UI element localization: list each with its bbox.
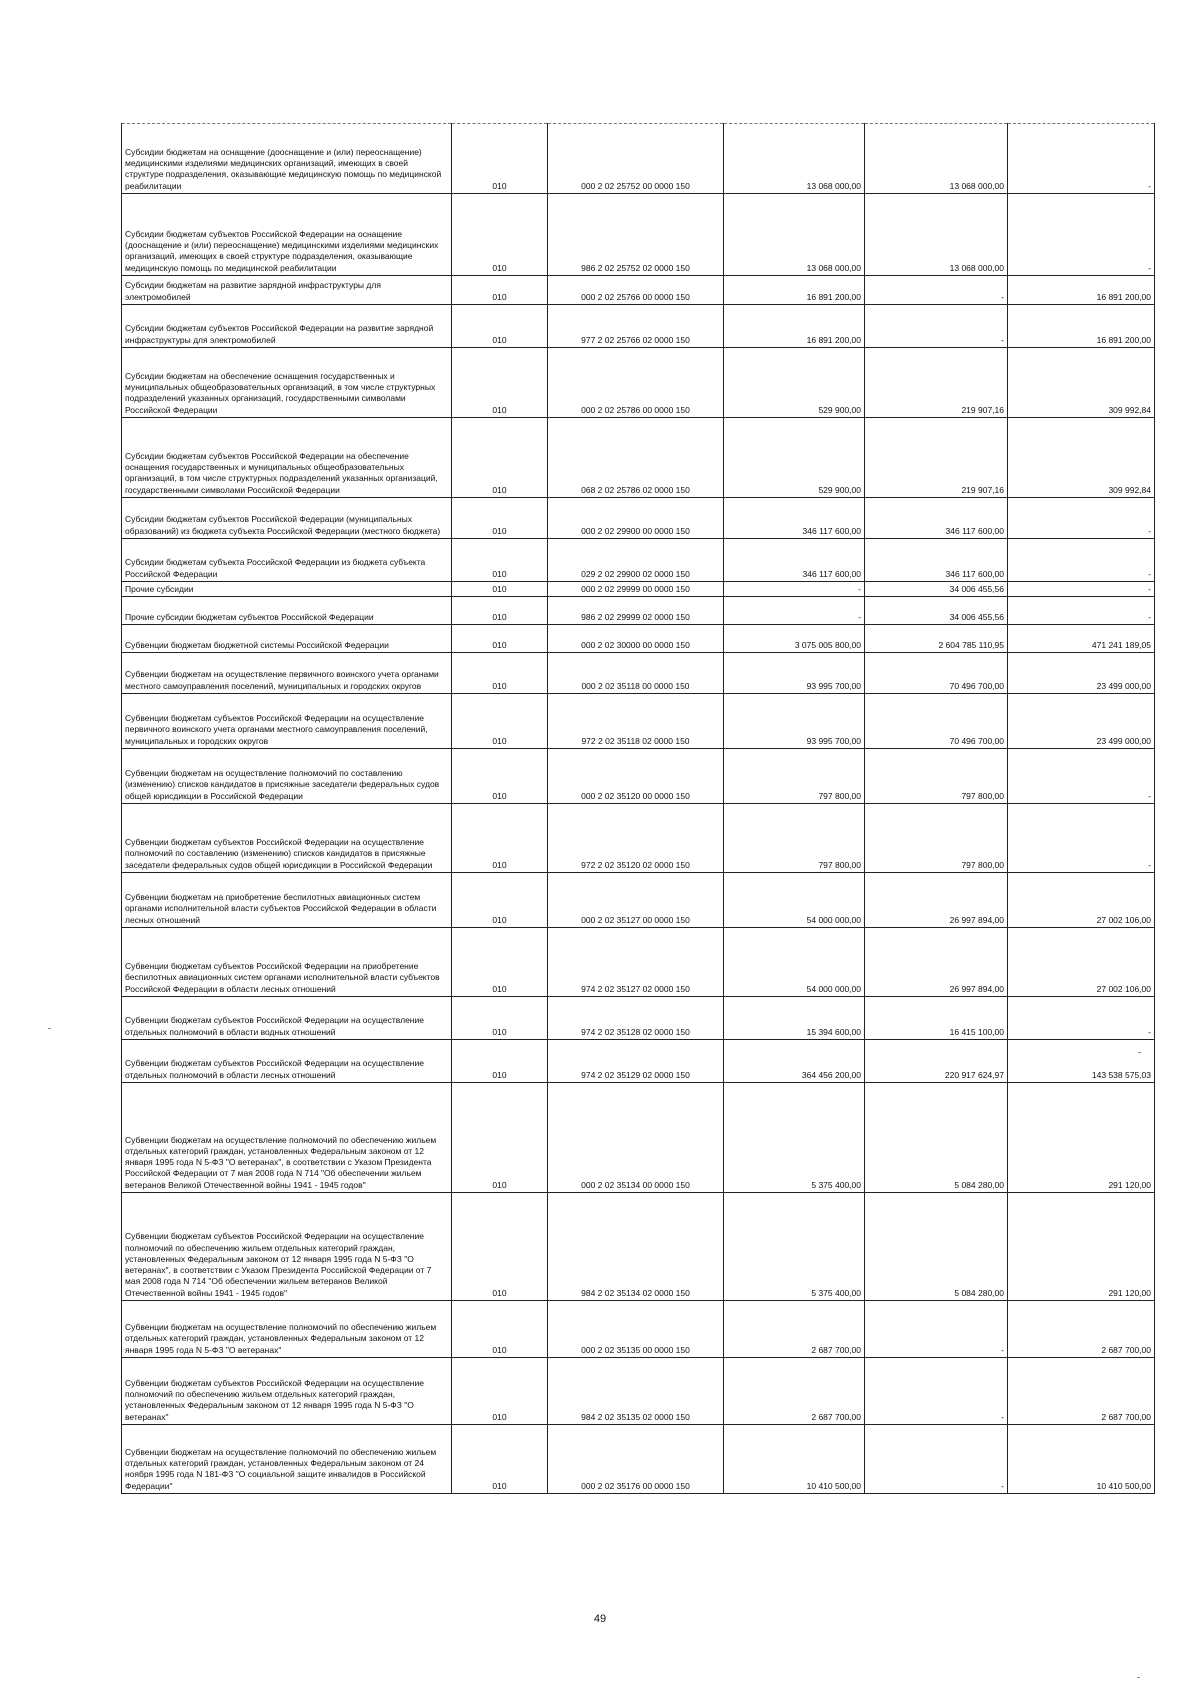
row-kbk-cell: 000 2 02 25752 00 0000 150 (548, 124, 724, 194)
row-rest-cell: - (1008, 582, 1155, 597)
row-kbk-cell: 974 2 02 35128 02 0000 150 (548, 997, 724, 1040)
row-kbk-cell: 000 2 02 35135 00 0000 150 (548, 1301, 724, 1358)
row-name-cell: Субсидии бюджетам субъектов Российской Федерации на оснащение (дооснащение и (или) переоснащение) медицинскими изделиями медицинских организаций, имеющих в своей структуре подразделения, оказывающие медицинскую помощь по медицинской реабилитации (122, 194, 452, 276)
table-row (122, 597, 1155, 625)
row-rest-cell: 309 992,84 (1008, 348, 1155, 418)
row-plan-cell: 93 995 700,00 (724, 694, 865, 749)
row-rest-cell: 16 891 200,00 (1008, 276, 1155, 305)
row-name-cell: Субсидии бюджетам на обеспечение оснащения государственных и муниципальных общеобразовательных организаций, в том числе структурных подразделений указанных организаций, государственными символами Российской Федерации (122, 348, 452, 418)
row-plan-cell: - (724, 597, 865, 625)
row-fact-cell: - (865, 276, 1008, 305)
row-plan-cell: 529 900,00 (724, 348, 865, 418)
row-rest-cell: 27 002 106,00 (1008, 928, 1155, 997)
table-row (122, 625, 1155, 653)
row-rest-cell: - (1008, 124, 1155, 194)
row-fact-cell: 26 997 894,00 (865, 928, 1008, 997)
row-rest-cell: 143 538 575,03 (1008, 1040, 1155, 1083)
row-name-cell: Субвенции бюджетам субъектов Российской Федерации на осуществление отдельных полномочий в области водных отношений (122, 997, 452, 1040)
row-plan-cell: 2 687 700,00 (724, 1301, 865, 1358)
row-fact-cell: - (865, 305, 1008, 348)
row-kbk-cell: 000 2 02 35127 00 0000 150 (548, 873, 724, 928)
row-fact-cell: - (865, 1358, 1008, 1425)
row-name-cell: Прочие субсидии (122, 582, 452, 597)
row-kbk-cell: 000 2 02 25786 00 0000 150 (548, 348, 724, 418)
row-kbk-cell: 000 2 02 25766 00 0000 150 (548, 276, 724, 305)
table-row (122, 305, 1155, 348)
table-row (122, 1040, 1155, 1083)
table-row (122, 804, 1155, 873)
revenue-table (121, 123, 1155, 1494)
row-rest-cell: - (1008, 804, 1155, 873)
table-row (122, 749, 1155, 804)
row-name-cell: Субвенции бюджетам субъектов Российской Федерации на осуществление полномочий по обеспечению жильем отдельных категорий граждан, установленных Федеральным законом от 12 января 1995 года N 5-ФЗ "О ветеранах", в соответствии с Указом Президента Российской Федерации от 7 мая 2008 года N 714 "Об обеспечении жильем ветеранов Великой Отечественной войны 1941 - 1945 годов" (122, 1193, 452, 1301)
row-kbk-cell: 984 2 02 35134 02 0000 150 (548, 1193, 724, 1301)
row-name-cell: Субсидии бюджетам субъекта Российской Федерации из бюджета субъекта Российской Федерации (122, 539, 452, 582)
row-rest-cell: 23 499 000,00 (1008, 653, 1155, 694)
row-kbk-cell: 974 2 02 35129 02 0000 150 (548, 1040, 724, 1083)
table-row (122, 348, 1155, 418)
row-name-cell: Субвенции бюджетам на осуществление полномочий по обеспечению жильем отдельных категорий граждан, установленных Федеральным законом от 12 января 1995 года N 5-ФЗ "О ветеранах" (122, 1301, 452, 1358)
row-code-cell: 010 (452, 582, 548, 597)
row-code-cell: 010 (452, 873, 548, 928)
row-plan-cell: 54 000 000,00 (724, 928, 865, 997)
row-rest-cell: 2 687 700,00 (1008, 1301, 1155, 1358)
row-code-cell: 010 (452, 625, 548, 653)
row-fact-cell: 70 496 700,00 (865, 653, 1008, 694)
row-code-cell: 010 (452, 1301, 548, 1358)
row-rest-cell: 10 410 500,00 (1008, 1425, 1155, 1494)
row-plan-cell: 346 117 600,00 (724, 498, 865, 539)
row-rest-cell: - (1008, 597, 1155, 625)
row-code-cell: 010 (452, 1083, 548, 1193)
row-name-cell: Прочие субсидии бюджетам субъектов Российской Федерации (122, 597, 452, 625)
row-rest-cell: - (1008, 194, 1155, 276)
row-fact-cell: 5 084 280,00 (865, 1193, 1008, 1301)
row-kbk-cell: 000 2 02 30000 00 0000 150 (548, 625, 724, 653)
row-code-cell: 010 (452, 194, 548, 276)
row-fact-cell: 13 068 000,00 (865, 124, 1008, 194)
row-name-cell: Субсидии бюджетам на оснащение (дооснащение и (или) переоснащение) медицинскими изделиями медицинских организаций, имеющих в своей структуре подразделения, оказывающие медицинскую помощь по медицинской реабилитации (122, 124, 452, 194)
row-kbk-cell: 974 2 02 35127 02 0000 150 (548, 928, 724, 997)
row-kbk-cell: 986 2 02 25752 02 0000 150 (548, 194, 724, 276)
scan-artifact (1138, 1052, 1141, 1053)
row-fact-cell: 70 496 700,00 (865, 694, 1008, 749)
row-kbk-cell: 000 2 02 35134 00 0000 150 (548, 1083, 724, 1193)
row-rest-cell: 27 002 106,00 (1008, 873, 1155, 928)
row-plan-cell: 93 995 700,00 (724, 653, 865, 694)
table-row (122, 694, 1155, 749)
row-code-cell: 010 (452, 997, 548, 1040)
row-rest-cell: - (1008, 539, 1155, 582)
row-kbk-cell: 984 2 02 35135 02 0000 150 (548, 1358, 724, 1425)
row-plan-cell: 16 891 200,00 (724, 276, 865, 305)
row-name-cell: Субсидии бюджетам субъектов Российской Федерации на обеспечение оснащения государственных и муниципальных общеобразовательных организаций, в том числе структурных подразделений указанных организаций, государственными символами Российской Федерации (122, 418, 452, 498)
row-rest-cell: - (1008, 498, 1155, 539)
row-name-cell: Субсидии бюджетам субъектов Российской Федерации на развитие зарядной инфраструктуры для электромобилей (122, 305, 452, 348)
row-name-cell: Субвенции бюджетам субъектов Российской Федерации на приобретение беспилотных авиационных систем органами исполнительной власти субъектов Российской Федерации в области лесных отношений (122, 928, 452, 997)
row-kbk-cell: 000 2 02 35118 00 0000 150 (548, 653, 724, 694)
row-name-cell: Субсидии бюджетам субъектов Российской Федерации (муниципальных образований) из бюджета субъекта Российской Федерации (местного бюджета) (122, 498, 452, 539)
table-row (122, 418, 1155, 498)
row-fact-cell: 2 604 785 110,95 (865, 625, 1008, 653)
table-row (122, 997, 1155, 1040)
row-fact-cell: 797 800,00 (865, 804, 1008, 873)
row-kbk-cell: 986 2 02 29999 02 0000 150 (548, 597, 724, 625)
row-name-cell: Субсидии бюджетам на развитие зарядной инфраструктуры для электромобилей (122, 276, 452, 305)
row-plan-cell: 15 394 600,00 (724, 997, 865, 1040)
row-code-cell: 010 (452, 1358, 548, 1425)
table-row (122, 873, 1155, 928)
row-code-cell: 010 (452, 305, 548, 348)
row-plan-cell: 13 068 000,00 (724, 194, 865, 276)
row-code-cell: 010 (452, 694, 548, 749)
table-row (122, 1083, 1155, 1193)
row-fact-cell: 346 117 600,00 (865, 498, 1008, 539)
row-code-cell: 010 (452, 804, 548, 873)
row-code-cell: 010 (452, 539, 548, 582)
row-plan-cell: 2 687 700,00 (724, 1358, 865, 1425)
scan-artifact (48, 1028, 51, 1029)
row-name-cell: Субвенции бюджетам субъектов Российской Федерации на осуществление полномочий по обеспечению жильем отдельных категорий граждан, установленных Федеральным законом от 12 января 1995 года N 5-ФЗ "О ветеранах" (122, 1358, 452, 1425)
row-kbk-cell: 000 2 02 35120 00 0000 150 (548, 749, 724, 804)
page-number: 49 (593, 1613, 607, 1625)
row-plan-cell: 797 800,00 (724, 804, 865, 873)
row-code-cell: 010 (452, 653, 548, 694)
table-row (122, 498, 1155, 539)
table-row (122, 1358, 1155, 1425)
table-row (122, 1425, 1155, 1494)
row-kbk-cell: 000 2 02 29999 00 0000 150 (548, 582, 724, 597)
row-name-cell: Субвенции бюджетам бюджетной системы Российской Федерации (122, 625, 452, 653)
row-code-cell: 010 (452, 1040, 548, 1083)
table-row (122, 582, 1155, 597)
row-name-cell: Субвенции бюджетам на приобретение беспилотных авиационных систем органами исполнительной власти субъектов Российской Федерации в области лесных отношений (122, 873, 452, 928)
row-fact-cell: 219 907,16 (865, 418, 1008, 498)
row-code-cell: 010 (452, 418, 548, 498)
row-plan-cell: 797 800,00 (724, 749, 865, 804)
row-rest-cell: 23 499 000,00 (1008, 694, 1155, 749)
row-name-cell: Субвенции бюджетам на осуществление полномочий по обеспечению жильем отдельных категорий граждан, установленных Федеральным законом от 24 ноября 1995 года N 181-ФЗ "О социальной защите инвалидов в Российской Федерации" (122, 1425, 452, 1494)
row-fact-cell: 34 006 455,56 (865, 597, 1008, 625)
row-plan-cell: 13 068 000,00 (724, 124, 865, 194)
row-rest-cell: 16 891 200,00 (1008, 305, 1155, 348)
row-name-cell: Субвенции бюджетам на осуществление полномочий по обеспечению жильем отдельных категорий граждан, установленных Федеральным законом от 12 января 1995 года N 5-ФЗ "О ветеранах", в соответствии с Указом Президента Российской Федерации от 7 мая 2008 года N 714 "Об обеспечении жильем ветеранов Великой Отечественной войны 1941 - 1945 годов" (122, 1083, 452, 1193)
row-code-cell: 010 (452, 1425, 548, 1494)
table-row (122, 276, 1155, 305)
row-plan-cell: 10 410 500,00 (724, 1425, 865, 1494)
table-row (122, 539, 1155, 582)
row-kbk-cell: 000 2 02 35176 00 0000 150 (548, 1425, 724, 1494)
row-kbk-cell: 977 2 02 25766 02 0000 150 (548, 305, 724, 348)
row-fact-cell: 13 068 000,00 (865, 194, 1008, 276)
row-fact-cell: 220 917 624,97 (865, 1040, 1008, 1083)
row-code-cell: 010 (452, 498, 548, 539)
row-fact-cell: 346 117 600,00 (865, 539, 1008, 582)
row-kbk-cell: 068 2 02 25786 02 0000 150 (548, 418, 724, 498)
row-plan-cell: 54 000 000,00 (724, 873, 865, 928)
row-plan-cell: 5 375 400,00 (724, 1083, 865, 1193)
table-row (122, 124, 1155, 194)
row-fact-cell: 5 084 280,00 (865, 1083, 1008, 1193)
scan-artifact (1137, 1677, 1140, 1678)
row-name-cell: Субвенции бюджетам на осуществление полномочий по составлению (изменению) списков кандидатов в присяжные заседатели федеральных судов общей юрисдикции в Российской Федерации (122, 749, 452, 804)
row-plan-cell: 529 900,00 (724, 418, 865, 498)
row-fact-cell: 16 415 100,00 (865, 997, 1008, 1040)
row-code-cell: 010 (452, 1193, 548, 1301)
row-kbk-cell: 972 2 02 35118 02 0000 150 (548, 694, 724, 749)
row-plan-cell: 5 375 400,00 (724, 1193, 865, 1301)
row-code-cell: 010 (452, 124, 548, 194)
row-code-cell: 010 (452, 749, 548, 804)
row-fact-cell: 797 800,00 (865, 749, 1008, 804)
table-row (122, 1301, 1155, 1358)
table-row (122, 1193, 1155, 1301)
row-fact-cell: 34 006 455,56 (865, 582, 1008, 597)
row-code-cell: 010 (452, 928, 548, 997)
row-code-cell: 010 (452, 348, 548, 418)
row-rest-cell: 2 687 700,00 (1008, 1358, 1155, 1425)
row-name-cell: Субвенции бюджетам субъектов Российской Федерации на осуществление полномочий по составлению (изменению) списков кандидатов в присяжные заседатели федеральных судов общей юрисдикции в Российской Федерации (122, 804, 452, 873)
row-name-cell: Субвенции бюджетам субъектов Российской Федерации на осуществление первичного воинского учета органами местного самоуправления поселений, муниципальных и городских округов (122, 694, 452, 749)
row-kbk-cell: 000 2 02 29900 00 0000 150 (548, 498, 724, 539)
row-kbk-cell: 029 2 02 29900 02 0000 150 (548, 539, 724, 582)
row-fact-cell: 219 907,16 (865, 348, 1008, 418)
row-rest-cell: - (1008, 997, 1155, 1040)
row-fact-cell: - (865, 1301, 1008, 1358)
table-row (122, 653, 1155, 694)
row-rest-cell: 291 120,00 (1008, 1083, 1155, 1193)
row-rest-cell: 291 120,00 (1008, 1193, 1155, 1301)
row-plan-cell: 3 075 005 800,00 (724, 625, 865, 653)
row-plan-cell: 346 117 600,00 (724, 539, 865, 582)
revenue-table-body (122, 124, 1155, 1494)
row-name-cell: Субвенции бюджетам на осуществление первичного воинского учета органами местного самоуправления поселений, муниципальных и городских округов (122, 653, 452, 694)
row-code-cell: 010 (452, 597, 548, 625)
row-plan-cell: 16 891 200,00 (724, 305, 865, 348)
row-rest-cell: - (1008, 749, 1155, 804)
row-rest-cell: 471 241 189,05 (1008, 625, 1155, 653)
row-kbk-cell: 972 2 02 35120 02 0000 150 (548, 804, 724, 873)
row-fact-cell: 26 997 894,00 (865, 873, 1008, 928)
row-code-cell: 010 (452, 276, 548, 305)
table-row (122, 194, 1155, 276)
table-row (122, 928, 1155, 997)
row-plan-cell: - (724, 582, 865, 597)
row-name-cell: Субвенции бюджетам субъектов Российской Федерации на осуществление отдельных полномочий в области лесных отношений (122, 1040, 452, 1083)
row-rest-cell: 309 992,84 (1008, 418, 1155, 498)
row-plan-cell: 364 456 200,00 (724, 1040, 865, 1083)
row-fact-cell: - (865, 1425, 1008, 1494)
